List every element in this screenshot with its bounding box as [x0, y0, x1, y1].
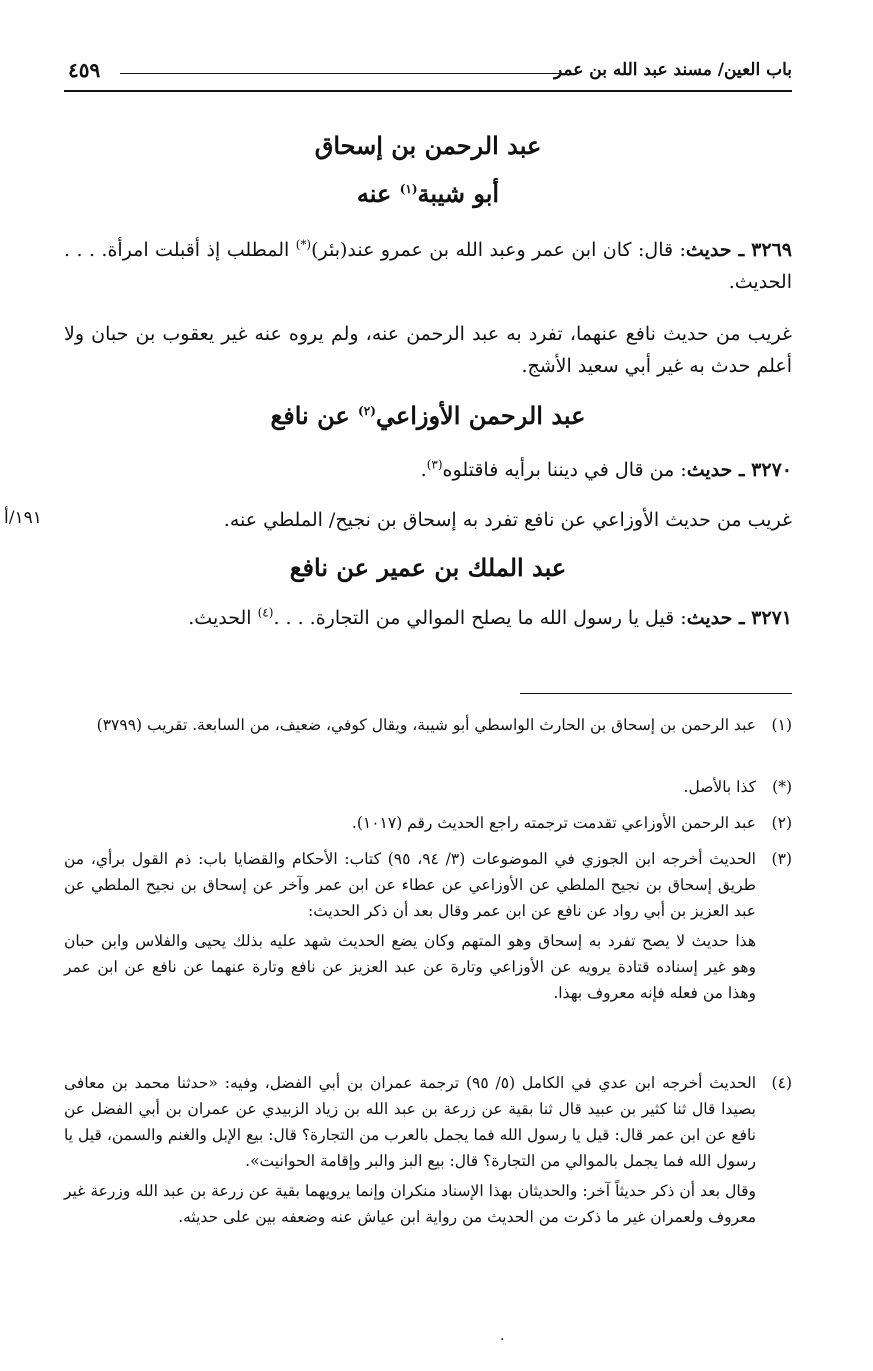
section-heading-1-line1: عبد الرحمن بن إسحاق — [314, 131, 542, 160]
hadith-3270-text: : من قال في ديننا برأيه فاقتلوه — [442, 459, 687, 481]
hadith-3271-number: ٣٢٧١ ـ حديث — [686, 607, 792, 629]
footnote-ref-2[interactable]: (٢) — [358, 404, 376, 418]
section-heading-3: عبد الملك بن عمير عن نافع — [289, 553, 567, 582]
hadith-3271-text: : قيل يا رسول الله ما يصلح الموالي من التجارة. . . . — [273, 607, 687, 629]
section-heading-1-line2b: عنه — [356, 179, 400, 208]
footnote-2 — [64, 810, 792, 836]
footnote-3 — [64, 846, 792, 1006]
footnote-ref-4[interactable]: (٤) — [257, 605, 274, 620]
footnote-number: (٤) — [771, 1074, 792, 1092]
footnote-separator — [520, 693, 792, 694]
margin-folio-note: ١٩١/أ — [4, 508, 42, 528]
hadith-3269-text-b: المطلب إذ أقبلت امرأة. . . . الحديث. — [64, 239, 792, 293]
footnote-number: (١) — [771, 716, 792, 734]
hadith-3271 — [64, 602, 792, 634]
footnote-continuation: وقال بعد أن ذكر حديثاً آخر: والحديثان بهذا الإسناد منكران وإنما يرويهما بقية عن زرعة بن عبد الله وزرعة غير معروف ولعمران غير ما ذكرت من الحديث من رواية ابن عياش عنه وضعفه بين على حديثه. — [64, 1182, 756, 1226]
footnote-number: (*) — [772, 778, 792, 796]
footnote-text: كذا بالأصل. — [683, 778, 756, 796]
hadith-3270-number: ٣٢٧٠ ـ حديث — [686, 459, 792, 481]
footnote-ref-star[interactable]: (*) — [295, 237, 312, 252]
page-number: ٤٥٩ — [68, 58, 101, 82]
hadith-3270 — [64, 454, 792, 486]
footnote-number: (٢) — [771, 814, 792, 832]
section-heading-2-a: عبد الرحمن الأوزاعي — [375, 401, 586, 430]
header-dash-line — [120, 73, 560, 74]
footnote-ref-3[interactable]: (٣) — [426, 457, 443, 472]
footnote-text: الحديث أخرجه ابن عدي في الكامل (٥/ ٩٥) ترجمة عمران بن أبي الفضل، وفيه: «حدثنا محمد بن معافى بصيدا قال ثنا كثير بن عبيد قال ثنا بقية عن زرعة بن عبد الله بن زياد الزبيدي عن عمران بن أبي الفضل عن نافع عن ابن عمر قال: قيل يا رسول الله فما يجمل بالعرب من التجارة؟ قال: بيع الإبل والغنم والسمن، قيل يا رسول الله فما يجمل بالموالي من التجارة؟ قال: بيع البز والبر وإقامة الحوانيت». — [64, 1074, 756, 1170]
footnote-text: الحديث أخرجه ابن الجوزي في الموضوعات (٣/ ٩٤، ٩٥) كتاب: الأحكام والقضايا باب: ذم القول برأي، من طريق إسحاق بن نجيح الملطي عن الأوزاعي عن عطاء عن ابن عمر وآخر عن إسحاق بن نجيح الملطي عن عبد العزيز بن أبي رواد عن نافع عن ابن عمر وقال بعد أن ذكر الحديث: — [64, 850, 756, 920]
hadith-3269-number: ٣٢٦٩ ـ حديث — [685, 239, 792, 261]
running-header — [64, 50, 792, 90]
section-heading-2 — [64, 400, 792, 432]
footnote-text: عبد الرحمن الأوزاعي تقدمت ترجمته راجع الحديث رقم (١٠١٧). — [351, 814, 756, 832]
hadith-3270-comment: غريب من حديث الأوزاعي عن نافع تفرد به إسحاق بن نجيح/ الملطي عنه. — [223, 509, 792, 531]
section-heading-1 — [64, 130, 792, 162]
section-heading-1-line2a: أبو شيبة — [417, 179, 500, 208]
hadith-3269-comment: غريب من حديث نافع عنهما، تفرد به عبد الرحمن عنه، ولم يروه عنه غير يعقوب بن حبان ولا أعلم حدث به غير أبي سعيد الأشج. — [64, 323, 792, 377]
footnote-text: عبد الرحمن بن إسحاق بن الحارث الواسطي أبو شيبة، ويقال كوفي، ضعيف، من السابعة. تقريب (٣٧٩٩) — [96, 716, 756, 734]
hadith-3269-text-a: : قال: كان ابن عمر وعبد الله بن عمرو عند(بئر) — [311, 239, 686, 261]
footnote-continuation: هذا حديث لا يصح تفرد به إسحاق وهو المتهم وكان يضع الحديث شهد عليه بذلك يحيى والفلاس وابن حبان وهو غير إسناده قتادة يرويه عن الأوزاعي وتارة عن عبد العزيز عن نافع وتارة عنهما عن نافع عن ابن عمر وهذا من فعله فإنه معروف بهذا. — [64, 932, 756, 1002]
footnote-1 — [64, 712, 792, 738]
header-rule — [64, 90, 792, 92]
section-heading-1-sub — [64, 178, 792, 210]
page-dot-mark: . — [500, 1328, 505, 1344]
footnote-4 — [64, 1070, 792, 1230]
header-title: باب العين/ مسند عبد الله بن عمر — [554, 60, 792, 80]
footnote-star — [64, 774, 792, 800]
section-heading-2-b: عن نافع — [270, 401, 359, 430]
hadith-3271-text-end: الحديث. — [188, 607, 258, 629]
footnote-number: (٣) — [771, 850, 792, 868]
hadith-3270-text-end: . — [420, 459, 427, 481]
footnote-ref-1[interactable]: (١) — [399, 182, 418, 196]
hadith-3269 — [64, 234, 792, 298]
